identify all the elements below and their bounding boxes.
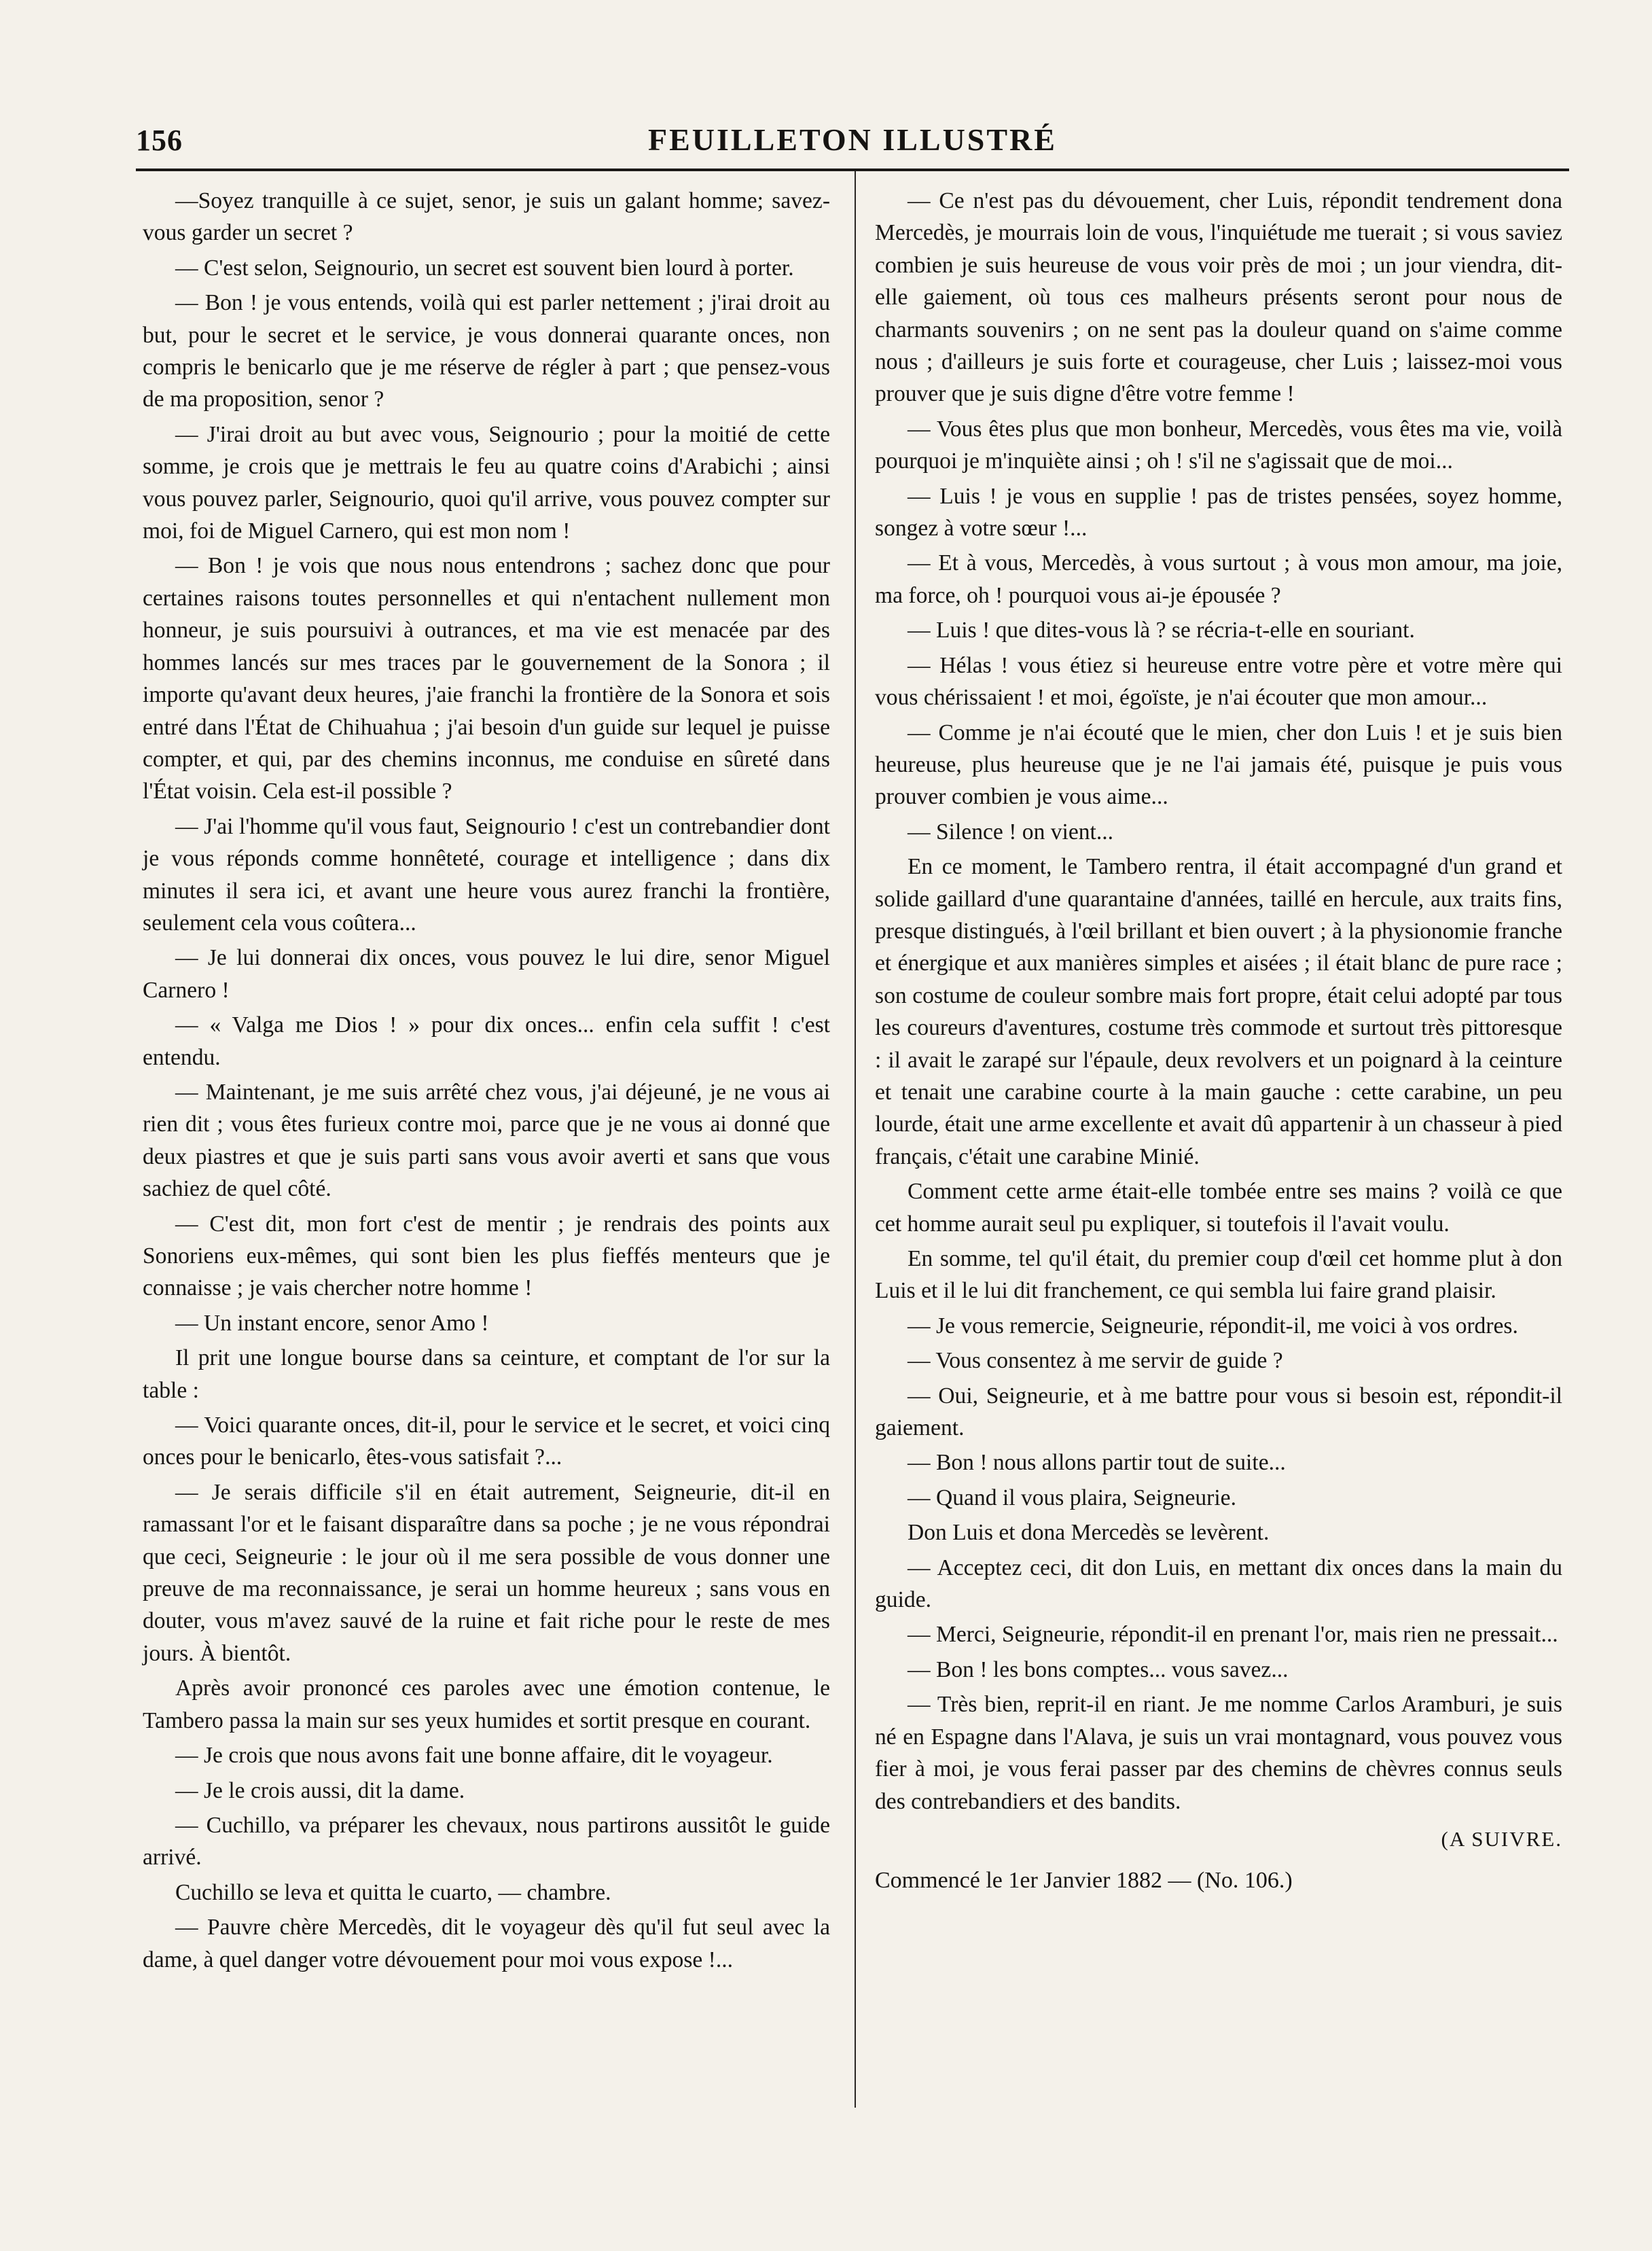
paragraph: — J'irai droit au but avec vous, Seignourio ; pour la moitié de cette somme, je crois que je mettrais le feu au quatre coins d'Arabichi ; ainsi vous pouvez parler, Seignourio, quoi qu'il arrive, vous pouvez compter sur moi, foi de Miguel Carnero, qui est mon nom !: [143, 421, 830, 544]
paragraph: — Je lui donnerai dix onces, vous pouvez le lui dire, senor Miguel Carnero !: [143, 945, 830, 1003]
paragraph: — Je le crois aussi, dit la dame.: [175, 1777, 465, 1803]
paragraph: Il prit une longue bourse dans sa ceinture, et comptant de l'or sur la table :: [143, 1345, 830, 1403]
paragraph: — Acceptez ceci, dit don Luis, en mettant dix onces dans la main du guide.: [875, 1555, 1562, 1613]
paragraph: Après avoir prononcé ces paroles avec une émotion contenue, le Tambero passa la main sur ses yeux humides et sortit presque en courant.: [143, 1676, 830, 1733]
paragraph: — Bon ! les bons comptes... vous savez...: [908, 1656, 1289, 1682]
header-rule: [136, 169, 1569, 171]
paragraph: — Silence ! on vient...: [908, 819, 1114, 845]
paragraph: En somme, tel qu'il était, du premier coup d'œil cet homme plut à don Luis et il le lui dit franchement, ce qui sembla lui faire grand plaisir.: [875, 1246, 1562, 1304]
paragraph: — Je crois que nous avons fait une bonne affaire, dit le voyageur.: [175, 1743, 773, 1769]
paragraph: — Bon ! je vous entends, voilà qui est parler nettement ; j'irai droit au but, pour le secret et le service, je vous donnerai quarante onces, non compris le benicarlo que je me réserve de régler à part ; que pensez-vous de ma proposition, senor ?: [143, 290, 830, 412]
serial-start-note: Commencé le 1er Janvier 1882 — (No. 106.): [875, 1868, 1293, 1894]
paragraph: — Ce n'est pas du dévouement, cher Luis, répondit tendrement dona Mercedès, je mourrais loin de vous, l'inquiétude me tuerait ; si vous saviez combien je suis heureuse de vous voir près de moi ; un jour viendra, dit-elle gaiement, où tous ces malheurs présents seront pour nous de charmants souvenirs ; on ne sent pas la douleur quand on s'aime comme nous ; d'ailleurs je suis forte et courageuse, cher Luis ; laissez-moi vous prouver que je suis digne d'être votre femme !: [875, 188, 1562, 407]
column-divider: [855, 171, 856, 2108]
to-be-continued: (A SUIVRE.: [1441, 1826, 1562, 1851]
paragraph: — Oui, Seigneurie, et à me battre pour vous si besoin est, répondit-il gaiement.: [875, 1383, 1562, 1441]
paragraph: — Comme je n'ai écouté que le mien, cher don Luis ! et je suis bien heureuse, plus heureuse que je ne l'ai jamais été, puisque je puis vous prouver combien je vous aime...: [875, 720, 1562, 810]
paragraph: — Quand il vous plaira, Seigneurie.: [908, 1485, 1236, 1510]
running-title: FEUILLETON ILLUSTRÉ: [648, 122, 1057, 157]
paragraph: — Bon ! nous allons partir tout de suite...: [908, 1450, 1286, 1476]
paragraph: — Luis ! je vous en supplie ! pas de tristes pensées, soyez homme, songez à votre sœur !...: [875, 483, 1562, 542]
paragraph: —Soyez tranquille à ce sujet, senor, je suis un galant homme; savez-vous garder un secret ?: [143, 188, 830, 246]
paragraph: — Luis ! que dites-vous là ? se récria-t-elle en souriant.: [908, 618, 1415, 643]
paragraph: — Hélas ! vous étiez si heureuse entre votre père et votre mère qui vous chérissaient ! et moi, égoïste, je n'ai écouter que mon amour...: [875, 652, 1562, 711]
paragraph: — C'est selon, Seignourio, un secret est souvent bien lourd à porter.: [175, 255, 794, 281]
paragraph: — Vous consentez à me servir de guide ?: [908, 1348, 1283, 1374]
paragraph: Cuchillo se leva et quitta le cuarto, — chambre.: [175, 1879, 611, 1905]
paragraph: — Pauvre chère Mercedès, dit le voyageur dès qu'il fut seul avec la dame, à quel danger votre dévouement pour moi vous expose !...: [143, 1915, 830, 1972]
page-number: 156: [136, 124, 183, 157]
left-column: [143, 185, 830, 1979]
page-header: [136, 119, 1569, 173]
paragraph: — C'est dit, mon fort c'est de mentir ; je rendrais des points aux Sonoriens eux-mêmes, qui sont bien les plus fieffés menteurs que je connaisse ; je vais chercher notre homme !: [143, 1211, 830, 1301]
paragraph: — Merci, Seigneurie, répondit-il en prenant l'or, mais rien ne pressait...: [908, 1622, 1558, 1648]
paragraph: — Je vous remercie, Seigneurie, répondit-il, me voici à vos ordres.: [908, 1313, 1518, 1339]
paragraph: — Voici quarante onces, dit-il, pour le service et le secret, et voici cinq onces pour le benicarlo, êtes-vous satisfait ?...: [143, 1413, 830, 1470]
paragraph: — Maintenant, je me suis arrêté chez vous, j'ai déjeuné, je ne vous ai rien dit ; vous êtes furieux contre moi, parce que je ne vous ai donné que deux piastres et que je suis parti sans vous avoir averti et sans que vous sachiez de quel côté.: [143, 1079, 830, 1202]
right-column: [875, 185, 1562, 1900]
paragraph: — Je serais difficile s'il en était autrement, Seigneurie, dit-il en ramassant l'or et le faisant disparaître dans sa poche ; je ne vous répondrai que ceci, Seigneurie : le jour où il me sera possible de vous donner une preuve de ma reconnaissance, je serai un homme heureux ; sans vous en douter, vous m'avez sauvé de la ruine et fait riche pour le reste de mes jours. À bientôt.: [143, 1479, 830, 1666]
paragraph: — Cuchillo, va préparer les chevaux, nous partirons aussitôt le guide arrivé.: [143, 1812, 830, 1871]
paragraph: — Bon ! je vois que nous nous entendrons ; sachez donc que pour certaines raisons toutes personnelles et qui n'entachent nullement mon honneur, je suis poursuivi à outrances, et ma vie est menacée par des hommes lancés sur mes traces par le gouvernement de la Sonora ; il importe qu'avant deux heures, j'aie franchi la frontière de la Sonora et sois entré dans l'État de Chihuahua ; j'ai besoin d'un guide sur lequel je puisse compter, et qui, par des chemins inconnus, me conduise en sûreté dans l'État voisin. Cela est-il possible ?: [143, 553, 830, 804]
paragraph: — « Valga me Dios ! » pour dix onces... enfin cela suffit ! c'est entendu.: [143, 1012, 830, 1070]
paragraph: Don Luis et dona Mercedès se levèrent.: [908, 1520, 1270, 1546]
paragraph: Comment cette arme était-elle tombée entre ses mains ? voilà ce que cet homme aurait seul pu expliquer, si toutefois il l'avait voulu.: [875, 1179, 1562, 1237]
paragraph: — J'ai l'homme qu'il vous faut, Seignourio ! c'est un contrebandier dont je vous réponds comme honnêteté, courage et intelligence ; dans dix minutes il sera ici, et avant une heure vous aurez franchi la frontière, seulement cela vous coûtera...: [143, 813, 830, 936]
paragraph: — Vous êtes plus que mon bonheur, Mercedès, vous êtes ma vie, voilà pourquoi je m'inquiète ainsi ; oh ! s'il ne s'agissait que de moi...: [875, 416, 1562, 474]
paragraph: En ce moment, le Tambero rentra, il était accompagné d'un grand et solide gaillard d'une quarantaine d'années, taillé en hercule, aux traits fins, presque distingués, à l'œil brillant et bien ouvert ; à la physionomie franche et énergique et aux manières simples et aisées ; il était blanc de pure race ; son costume de couleur sombre mais fort propre, était celui adopté par tous les coureurs d'aventures, costume très commode et surtout très pittoresque : il avait le zarapé sur l'épaule, deux revolvers et un poignard à la ceinture et tenait une carabine courte à la main gauche : cette carabine, un peu lourde, était une arme excellente et avait dû appartenir à un chasseur à pied français, c'était une carabine Minié.: [875, 854, 1562, 1169]
paragraph: — Et à vous, Mercedès, à vous surtout ; à vous mon amour, ma joie, ma force, oh ! pourquoi vous ai-je épousée ?: [875, 550, 1562, 608]
paragraph: — Très bien, reprit-il en riant. Je me nomme Carlos Aramburi, je suis né en Espagne dans l'Alava, je suis un vrai montagnard, vous pouvez vous fier à moi, je vous ferai passer par des chemins de chèvres connus seuls des contrebandiers et des bandits.: [875, 1692, 1562, 1814]
paragraph: — Un instant encore, senor Amo !: [175, 1310, 489, 1336]
